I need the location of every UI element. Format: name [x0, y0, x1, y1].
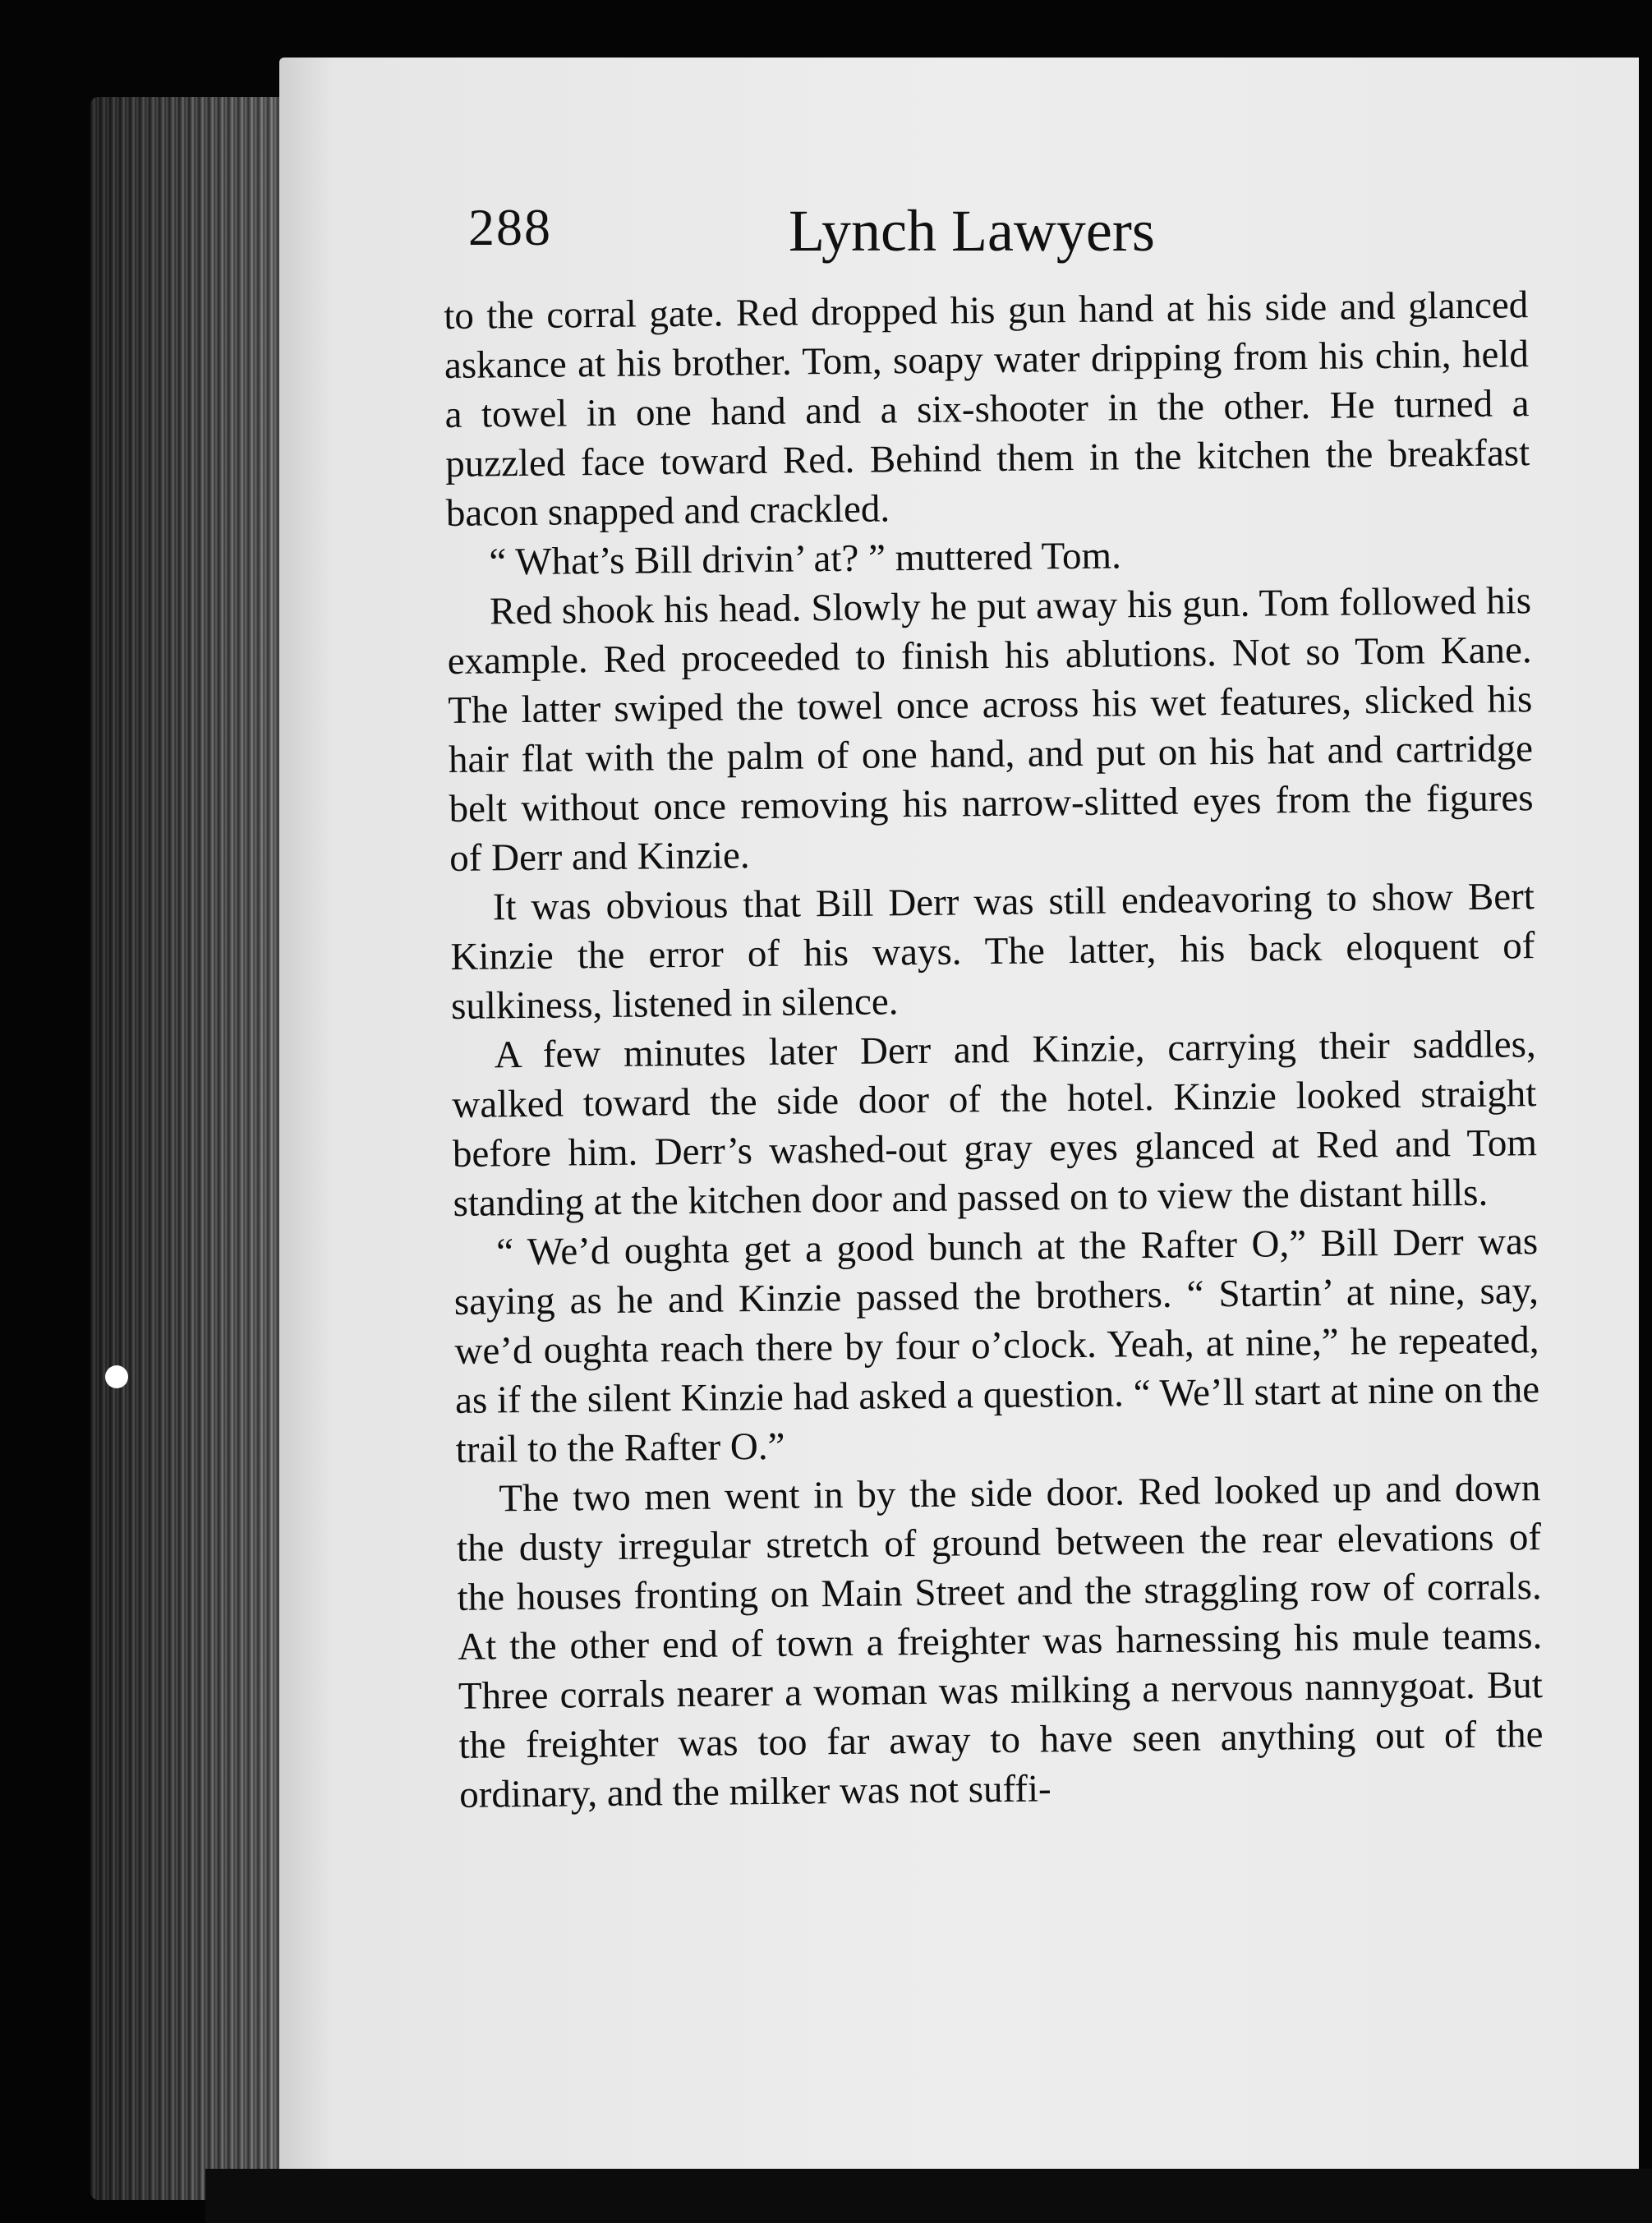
paragraph: The two men went in by the side door. Red looked up and down the dusty irregular stretch of ground between the rear elevations of the houses fronting on Main Street and the straggling row of corrals. At the other end of town a freighter was harnessing his mule teams. Three corrals nearer a woman was milking a nervous nannygoat. But the freighter was too far away to have seen anything out of the ordinary, and the milker was not suffi- [456, 1466, 1544, 1816]
scan-bottom-band [205, 2169, 1652, 2223]
page-number: 288 [468, 198, 552, 256]
body-text [444, 280, 1544, 1820]
page-edges-shadow [90, 97, 288, 2200]
paragraph: A few minutes later Derr and Kinzie, carrying their saddles, walked toward the side door of the hotel. Kinzie looked straight before him. Derr’s washed-out gray eyes glanced at Red and Tom standing at the kitchen door and passed on to view the distant hills. [452, 1023, 1538, 1225]
paper-speck [105, 1365, 128, 1388]
paragraph: “ We’d oughta get a good bunch at the Rafter O,” Bill Derr was saying as he and Kinzie passed the brothers. “ Startin’ at nine, say, we’d oughta reach there by four o’clock. Yeah, at nine,” he repeated, as if the silent Kinzie had asked a question. “ We’ll start at nine on the trail to the Rafter O.” [453, 1220, 1540, 1471]
running-title: Lynch Lawyers [789, 198, 1155, 264]
paragraph: “ What’s Bill drivin’ at? ” muttered Tom. [489, 534, 1122, 584]
page-header [468, 197, 1536, 271]
paragraph: to the corral gate. Red dropped his gun hand at his side and glanced askance at his brother. Tom, soapy water dripping from his chin, held a towel in one hand and a six-shooter in the other. He turned a puzzled face toward Red. Behind them in the kitchen the breakfast bacon snapped and crackled. [444, 283, 1530, 535]
paragraph: It was obvious that Bill Derr was still endeavoring to show Bert Kinzie the error of his ways. The latter, his back eloquent of sulkiness, listened in silence. [450, 875, 1535, 1028]
paragraph: Red shook his head. Slowly he put away his gun. Tom followed his example. Red proceeded to finish his ablutions. Not so Tom Kane. The latter swiped the towel once across his wet features, slicked his hair flat with the palm of one hand, and put on his hat and cartridge belt without once removing his narrow-slitted eyes from the figures of Derr and Kinzie. [447, 579, 1534, 880]
